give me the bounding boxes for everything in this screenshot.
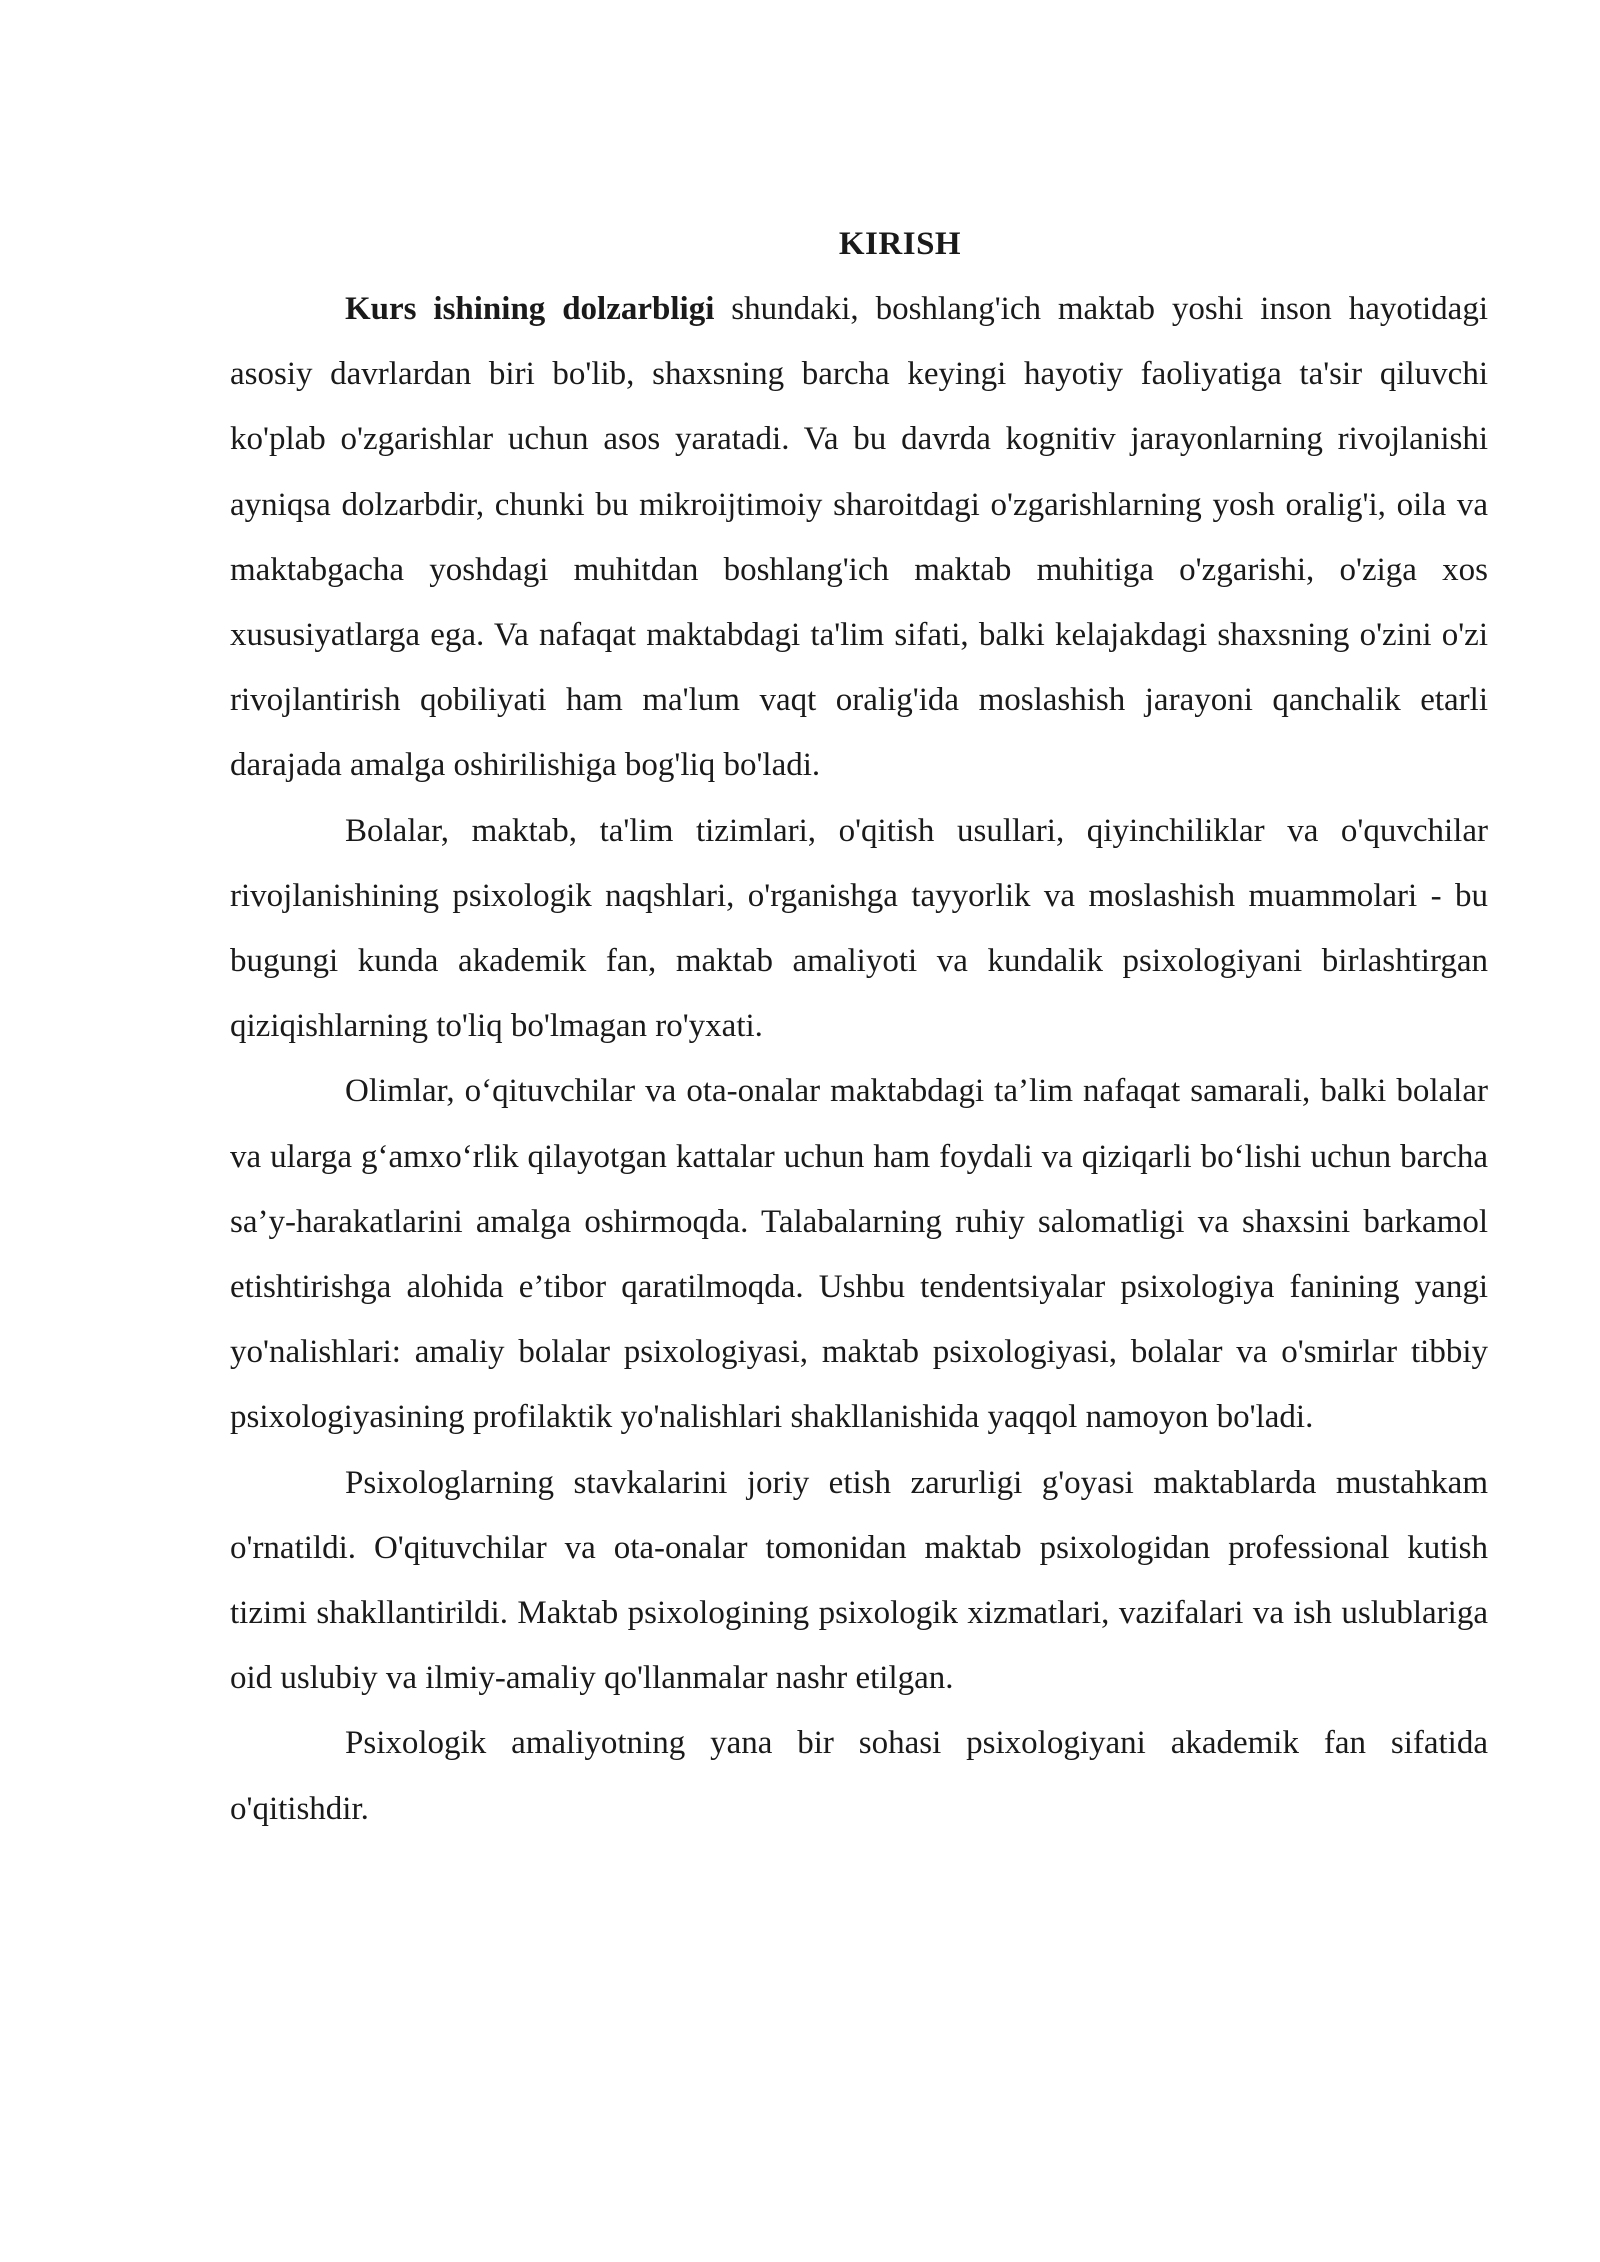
paragraph-2: Bolalar, maktab, ta'lim tizimlari, o'qitish usullari, qiyinchiliklar va o'quvchilar rivojlanishining psixologik naqshlari, o'rganishga tayyorlik va moslashish muammolari - bu bugungi kunda akademik fan, maktab amaliyoti va kundalik psixologiyani birlashtirgan qiziqishlarning to'liq bo'lmagan ro'yxati.	[230, 812, 1488, 1045]
document-body	[230, 212, 1488, 1842]
paragraph-3: Olimlar, o‘qituvchilar va ota-onalar maktabdagi ta’lim nafaqat samarali, balki bolalar va ularga g‘amxo‘rlik qilayotgan kattalar uchun ham foydali va qiziqarli bo‘lishi uchun barcha sa’y-harakatlarini amalga oshirmoqda. Talabalarning ruhiy salomatligi va shaxsini barkamol etishtirishga alohida e’tibor qaratilmoqda. Ushbu tendentsiyalar psixologiya fanining yangi yo'nalishlari: amaliy bolalar psixologiyasi, maktab psixologiyasi, bolalar va o'smirlar tibbiy psixologiyasining profilaktik yo'nalishlari shakllanishida yaqqol namoyon bo'ladi.	[230, 1073, 1488, 1436]
paragraph-5: Psixologik amaliyotning yana bir sohasi psixologiyani akademik fan sifatida o'qitishdir.	[230, 1725, 1488, 1827]
intro-paragraph	[230, 277, 1488, 799]
intro-lead-phrase: Kurs ishining dolzarbligi	[345, 291, 715, 327]
section-heading: KIRISH	[838, 226, 962, 262]
paragraph-4: Psixologlarning stavkalarini joriy etish zarurligi g'oyasi maktablarda mustahkam o'rnatildi. O'qituvchilar va ota-onalar tomonidan maktab psixologidan professional kutish tizimi shakllantirildi. Maktab psixologining psixologik xizmatlari, vazifalari va ish uslublariga oid uslubiy va ilmiy-amaliy qo'llanmalar nashr etilgan.	[230, 1464, 1488, 1697]
intro-paragraph-text: shundaki, boshlang'ich maktab yoshi inson hayotidagi asosiy davrlardan biri bo'lib, shaxsning barcha keyingi hayotiy faoliyatiga ta'sir qiluvchi ko'plab o'zgarishlar uchun asos yaratadi. Va bu davrda kognitiv jarayonlarning rivojlanishi ayniqsa dolzarbdir, chunki bu mikroijtimoiy sharoitdagi o'zgarishlarning yosh oralig'i, oila va maktabgacha yoshdagi muhitdan boshlang'ich maktab muhitiga o'zgarishi, o'ziga xos xususiyatlarga ega. Va nafaqat maktabdagi ta'lim sifati, balki kelajakdagi shaxsning o'zini o'zi rivojlantirish qobiliyati ham ma'lum vaqt oralig'ida moslashish jarayoni qanchalik etarli darajada amalga oshirilishiga bog'liq bo'ladi.	[230, 291, 1488, 784]
